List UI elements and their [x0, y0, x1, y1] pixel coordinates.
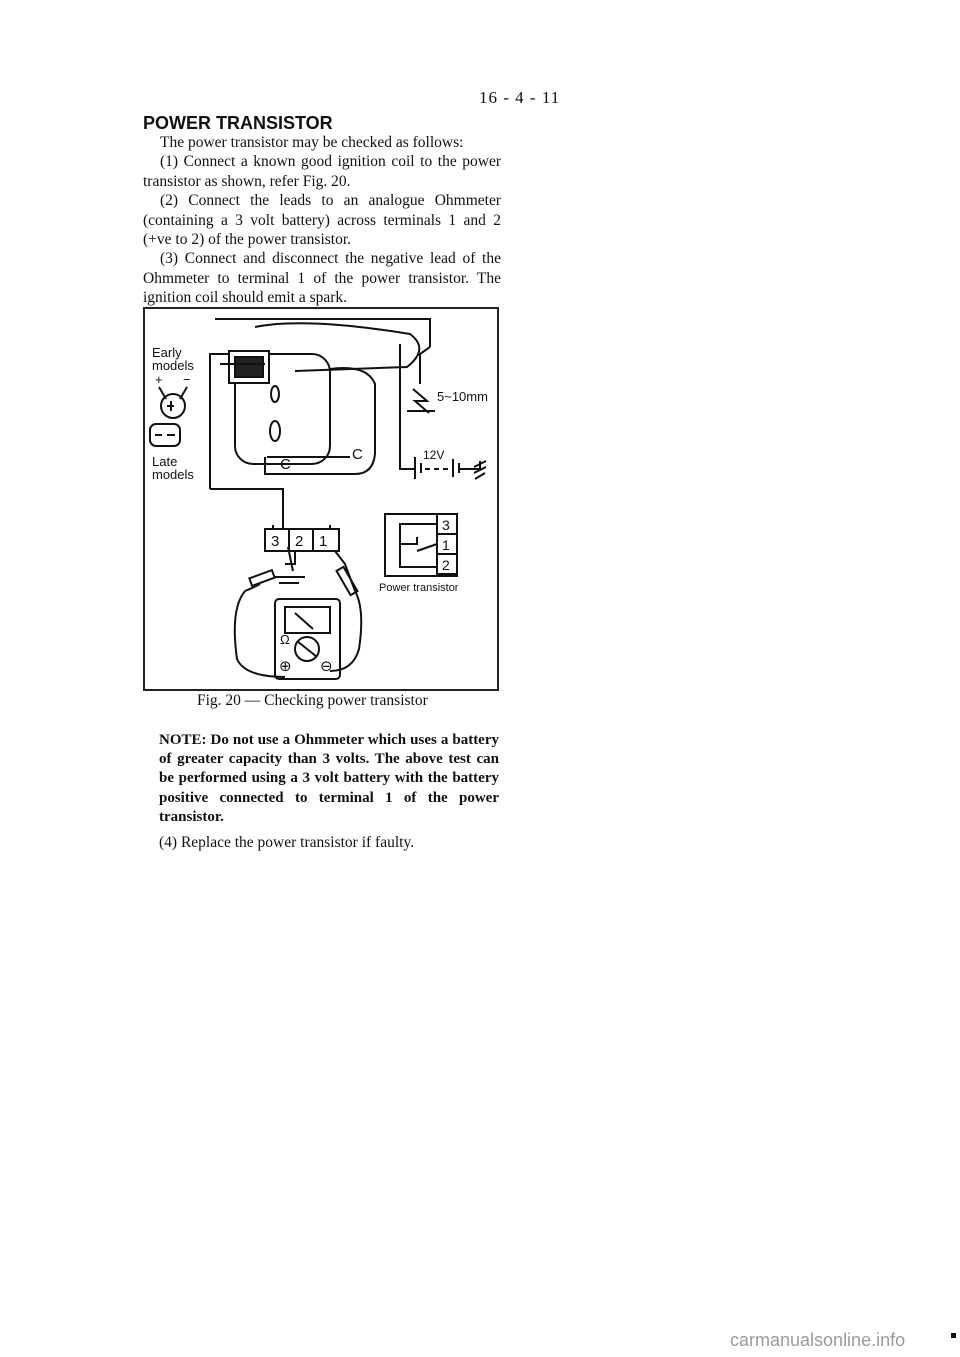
meter-lead	[235, 591, 285, 677]
spark-arrow	[413, 389, 429, 413]
terminal-label: 2	[295, 533, 304, 550]
late-models-label: Late	[152, 454, 178, 469]
paragraph: (3) Connect and disconnect the negative lead of the Ohmmeter to terminal 1 of the power transistor. The ignition coil should emit a spark.	[143, 250, 501, 307]
paragraph: The power transistor may be checked as follows:	[160, 134, 464, 151]
minus-sign: −	[183, 372, 191, 387]
wire-to-transistor	[210, 489, 283, 529]
early-models-label-2: models	[152, 358, 194, 373]
plus-sign: +	[155, 372, 163, 387]
ht-lead	[420, 347, 430, 384]
transistor-terminal: 2	[442, 557, 450, 573]
paragraph: (1) Connect a known good ignition coil to the power transistor as shown, refer Fig. 20.	[143, 153, 501, 190]
power-transistor-schematic	[379, 514, 459, 594]
ground-symbol	[275, 577, 305, 583]
figure-caption: Fig. 20 — Checking power transistor	[197, 692, 428, 709]
transistor-terminal: 3	[442, 517, 450, 533]
power-transistor-label: Power transistor	[379, 582, 459, 594]
step-4-text: (4) Replace the power transistor if faulty.	[159, 834, 415, 851]
late-connector-icon	[150, 424, 180, 446]
body-text	[143, 133, 501, 308]
meter-lead	[330, 591, 361, 671]
ohmmeter	[235, 591, 361, 679]
terminal-label: 3	[271, 533, 280, 550]
section-heading: POWER TRANSISTOR	[143, 113, 333, 133]
wire-to-coil	[210, 354, 229, 489]
figure-wiring-diagram	[143, 307, 499, 691]
meter-plus-icon: ⊕	[279, 657, 292, 675]
ignition-coil	[229, 323, 419, 474]
meter-minus-icon: ⊖	[320, 657, 333, 675]
paragraph: (2) Connect the leads to an analogue Ohmmeter (containing a 3 volt battery) across terminals 1 and 2 (+ve to 2) of the power transistor.	[143, 192, 501, 249]
coil-letter: C	[280, 456, 291, 473]
early-models-label: Early	[152, 345, 182, 360]
watermark: carmanualsonline.info	[730, 1330, 906, 1350]
note-text: NOTE: Do not use a Ohmmeter which uses a battery of greater capacity than 3 volts. The above test can be performed using a 3 volt battery with the battery positive connected to terminal 1 of the power transistor.	[159, 732, 499, 825]
probe-tip	[249, 570, 274, 586]
terminal-label: 1	[319, 533, 328, 550]
early-connector-icon	[159, 387, 187, 418]
ohm-symbol: Ω	[280, 632, 290, 647]
voltage-label: 12V	[423, 448, 445, 462]
coil-letter: C	[352, 446, 363, 463]
gap-label: 5~10mm	[437, 389, 488, 404]
transistor-terminal: 1	[442, 537, 450, 553]
corner-mark	[951, 1333, 956, 1338]
page-number: 16 - 4 - 11	[479, 88, 561, 107]
wiring-diagram-svg	[145, 309, 497, 689]
late-models-label-2: models	[152, 467, 194, 482]
